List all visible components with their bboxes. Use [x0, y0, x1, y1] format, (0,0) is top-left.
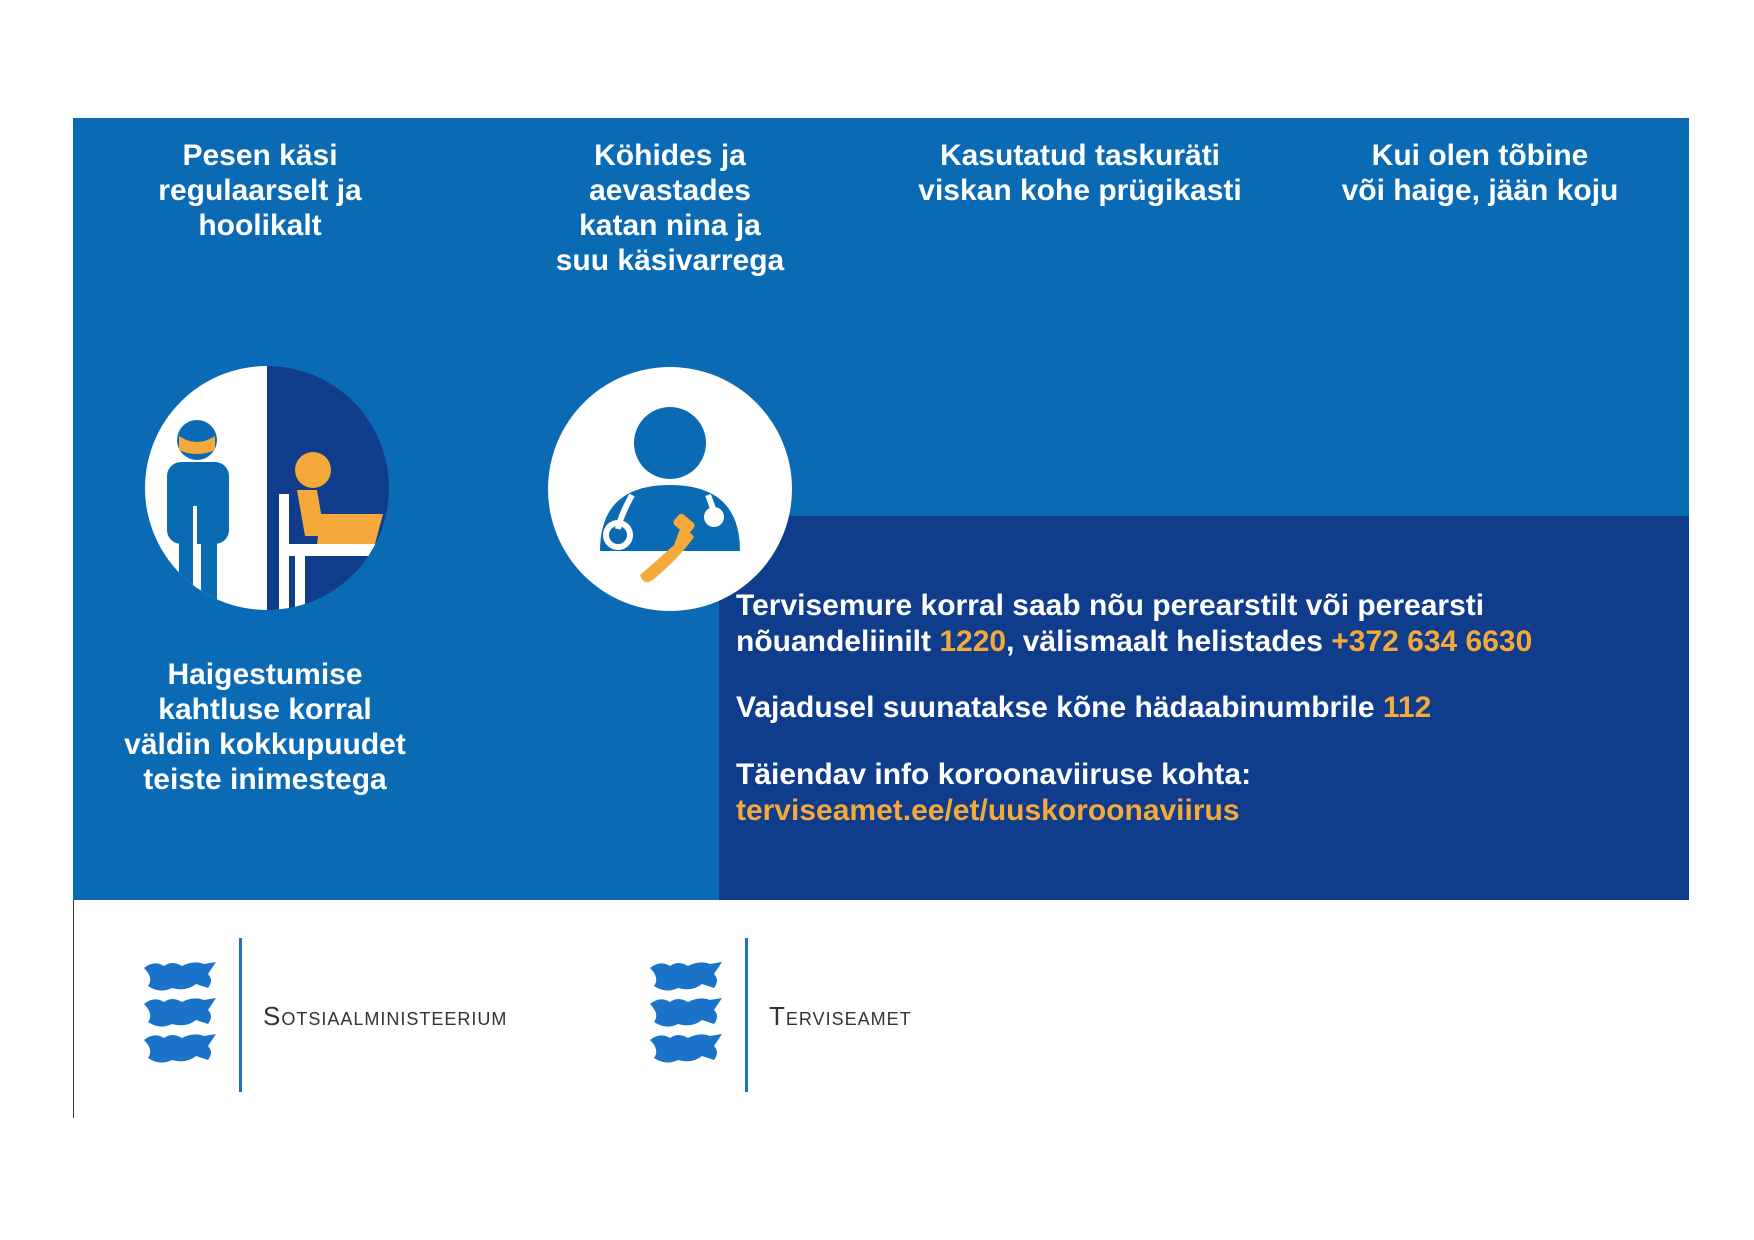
- info-line-3: [736, 690, 1431, 726]
- info-line-3-prefix: Vajadusel suunatakse kõne hädaabinumbrile: [736, 691, 1383, 724]
- info-line-2-prefix: nõuandeliinilt: [736, 625, 940, 658]
- doctor-phone-icon: [548, 367, 792, 611]
- info-line-1: Tervisemure korral saab nõu perearstilt või perearsti: [736, 589, 1485, 622]
- tip-avoid-contact: Haigestumise kahtluse korral väldin kokkupuudet teiste inimestega: [124, 658, 406, 796]
- footer-left-border: [73, 900, 74, 1118]
- footer-divider-2: [745, 938, 748, 1092]
- isolation-icon: [145, 366, 389, 610]
- info-url-link[interactable]: terviseamet.ee/et/uuskoroonaviirus: [736, 794, 1240, 827]
- info-line-2-middle: , välismaalt helistades: [1006, 625, 1332, 658]
- info-line-2: [736, 624, 1532, 660]
- footer-divider-1: [239, 938, 242, 1092]
- tip-dispose-tissue: Kasutatud taskuräti viskan kohe prügikasti: [918, 139, 1242, 207]
- org-name-sotsiaalministeerium: Sotsiaalministeerium: [263, 1001, 508, 1031]
- coat-of-arms-icon: [648, 960, 724, 1075]
- phone-international[interactable]: +372 634 6630: [1331, 625, 1533, 658]
- tip-cover-cough: Köhides ja aevastades katan nina ja suu käsivarrega: [555, 139, 785, 277]
- info-line-4: Täiendav info koroonaviiruse kohta:: [736, 758, 1252, 791]
- org-name-terviseamet: Terviseamet: [769, 1001, 912, 1031]
- tip-wash-hands: Pesen käsi regulaarselt ja hoolikalt: [158, 139, 362, 242]
- tip-stay-home: Kui olen tõbine või haige, jään koju: [1341, 139, 1619, 207]
- coat-of-arms-icon: [142, 960, 218, 1075]
- phone-local[interactable]: 1220: [939, 625, 1007, 658]
- emergency-number[interactable]: 112: [1382, 691, 1432, 724]
